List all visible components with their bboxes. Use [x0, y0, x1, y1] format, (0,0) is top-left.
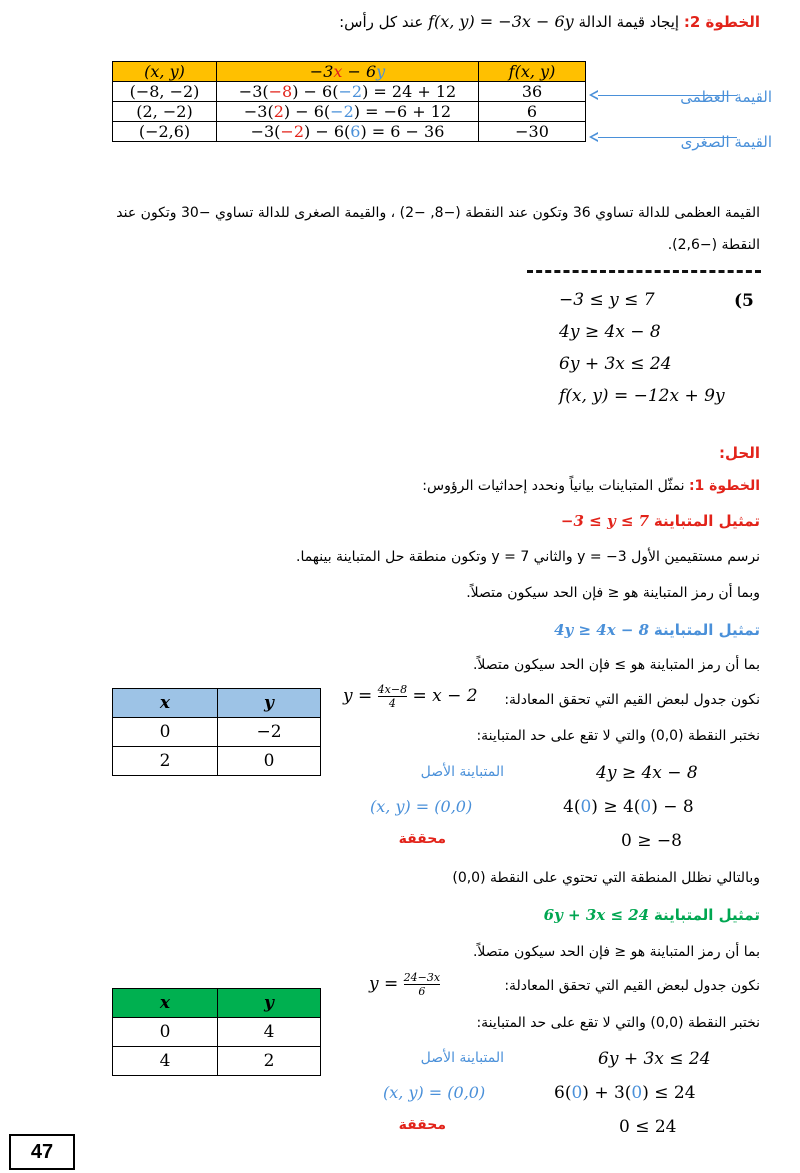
y-value: −2 — [330, 102, 354, 121]
check-part: ) ≥ 4( — [591, 797, 641, 817]
check-value: 0 — [631, 1083, 643, 1103]
section2-value-table — [112, 688, 321, 776]
x-value: 2 — [273, 102, 284, 121]
y-value: 6 — [350, 122, 361, 141]
x-cell: 0 — [113, 1018, 218, 1047]
check-value: 0 — [580, 797, 592, 817]
section3-line-3: نختبر النقطة (0,0) والتي لا تقع على حد المتباينة: — [476, 1015, 760, 1031]
header-x: x — [113, 989, 218, 1018]
header-y: y — [218, 989, 321, 1018]
expr-part: ) − 6( — [283, 102, 331, 121]
x-cell: 4 — [113, 1047, 218, 1076]
expression-cell — [217, 82, 479, 102]
point-cell: (−2,6) — [113, 122, 217, 142]
section2-check-1: 4y ≥ 4x − 8 — [596, 763, 698, 783]
header-point: (x, y) — [113, 62, 217, 82]
section2-label-satisfied: محققة — [398, 831, 446, 847]
expr-part: ) − 6( — [304, 122, 351, 141]
step2-label: الخطوة 2: — [683, 13, 760, 31]
expr-part: ) − 6( — [292, 82, 339, 101]
section3-line-1: بما أن رمز المتباينة هو ≤ فإن الحد سيكون متصلاً. — [472, 944, 760, 960]
check-part: 6( — [554, 1083, 572, 1103]
section3-value-table — [112, 988, 321, 1076]
point-cell: (2, −2) — [113, 102, 217, 122]
section2-label-original: المتباينة الأصل — [420, 764, 504, 780]
result-cell: −30 — [479, 122, 586, 142]
expression-cell — [217, 102, 479, 122]
expr-part: −3( — [238, 82, 269, 101]
expr-part: ) = 24 + 12 — [362, 82, 457, 101]
section3-line-2: نكون جدول لبعض القيم التي تحقق المعادلة: — [504, 978, 760, 994]
check-part: ) ≤ 24 — [642, 1083, 696, 1103]
x-value: −8 — [268, 82, 293, 101]
section1-title-ar: تمثيل المتباينة — [653, 512, 760, 530]
y-cell: 2 — [218, 1047, 321, 1076]
check-part: ) + 3( — [582, 1083, 632, 1103]
section3-label-satisfied: محققة — [398, 1117, 446, 1133]
table-row — [113, 82, 586, 102]
y-cell: 4 — [218, 1018, 321, 1047]
section3-title-math: 6y + 3x ≤ 24 — [543, 906, 650, 924]
section2-title-ar: تمثيل المتباينة — [653, 621, 760, 639]
min-label: القيمة الصغرى — [680, 133, 772, 151]
section2-line-4: وبالتالي نظلل المنطقة التي تحتوي على النقطة (0,0) — [452, 870, 760, 886]
section2-line-3: نختبر النقطة (0,0) والتي لا تقع على حد المتباينة: — [476, 728, 760, 744]
point-cell: (−8, −2) — [113, 82, 217, 102]
section2-check-2 — [563, 797, 694, 817]
summary-line-2: النقطة (−2,6). — [667, 237, 760, 253]
header-y: y — [218, 689, 321, 718]
step2-function: f(x, y) = −3x − 6y — [428, 12, 574, 31]
check-value: 0 — [640, 797, 652, 817]
section3-label-original: المتباينة الأصل — [420, 1050, 504, 1066]
expr-part: ) = −6 + 12 — [353, 102, 452, 121]
constraint-2: 4y ≥ 4x − 8 — [559, 322, 661, 342]
section1-line-2: وبما أن رمز المتباينة هو ≤ فإن الحد سيكون متصلاً. — [466, 585, 760, 601]
step2-tail: عند كل رأس: — [339, 13, 424, 31]
section2-equation: y = $\frac{4x-8}{4}$ = x − 2 — [343, 683, 478, 710]
summary-line-1: القيمة العظمى للدالة تساوي 36 وتكون عند النقطة (−8, −2) ، والقيمة الصغرى للدالة تساوي −30 وتكون عند — [116, 205, 760, 221]
section2-table-header — [113, 689, 321, 718]
section2-title-math: 4y ≥ 4x − 8 — [554, 621, 650, 639]
section3-check-2 — [554, 1083, 696, 1103]
y-value: −2 — [338, 82, 363, 101]
step2-text: إيجاد قيمة الدالة — [578, 13, 680, 31]
section3-check-3: 0 ≤ 24 — [619, 1117, 677, 1137]
table-row — [113, 718, 321, 747]
page-number: 47 — [9, 1134, 75, 1170]
check-part: ) − 8 — [651, 797, 694, 817]
step2-heading — [339, 12, 760, 31]
expression-cell — [217, 122, 479, 142]
section1-title-math: −3 ≤ y ≤ 7 — [560, 512, 650, 530]
section3-title-ar: تمثيل المتباينة — [653, 906, 760, 924]
section3-title — [544, 906, 760, 924]
table-row — [113, 102, 586, 122]
section2-check-3: 0 ≥ −8 — [621, 831, 682, 851]
constraint-3: 6y + 3x ≤ 24 — [559, 354, 672, 374]
check-part: 4( — [563, 797, 581, 817]
section2-line-1: بما أن رمز المتباينة هو ≥ فإن الحد سيكون متصلاً. — [472, 657, 760, 673]
x-cell: 0 — [113, 718, 218, 747]
vertex-table — [112, 61, 586, 142]
step1-text: نمثّل المتباينات بيانياً ونحدد إحداثيات الرؤوس: — [422, 478, 685, 494]
section2-line-2: نكون جدول لبعض القيم التي تحقق المعادلة: — [504, 692, 760, 708]
table-row — [113, 747, 321, 776]
check-value: 0 — [571, 1083, 583, 1103]
expr-part: −3( — [250, 122, 281, 141]
constraint-1: −3 ≤ y ≤ 7 — [559, 290, 655, 310]
section3-table-header — [113, 989, 321, 1018]
section2-title — [554, 621, 760, 639]
problem-number: (5 — [734, 291, 754, 311]
y-cell: 0 — [218, 747, 321, 776]
section3-check-1: 6y + 3x ≤ 24 — [598, 1049, 711, 1069]
objective-function: f(x, y) = −12x + 9y — [559, 386, 725, 406]
separator-dashes — [527, 270, 761, 273]
table-row — [113, 1018, 321, 1047]
expr-part: −3( — [243, 102, 274, 121]
x-cell: 2 — [113, 747, 218, 776]
section3-label-point: (x, y) = (0,0) — [383, 1083, 486, 1102]
table-row — [113, 122, 586, 142]
expr-part: ) = 6 − 36 — [360, 122, 445, 141]
y-cell: −2 — [218, 718, 321, 747]
result-cell: 6 — [479, 102, 586, 122]
header-expression: −3x − 6y — [217, 62, 479, 82]
header-x: x — [113, 689, 218, 718]
table-row — [113, 1047, 321, 1076]
step1-label: الخطوة 1: — [688, 478, 760, 494]
header-fxy: f(x, y) — [479, 62, 586, 82]
section1-title — [561, 512, 760, 530]
result-cell: 36 — [479, 82, 586, 102]
section1-line-1: نرسم مستقيمين الأول y = −3 والثاني y = 7 وتكون منطقة حل المتباينة بينهما. — [296, 549, 760, 565]
section3-equation: y = $\frac{24-3x}{6}$ — [369, 971, 441, 998]
x-value: −2 — [280, 122, 305, 141]
solution-heading: الحل: — [719, 444, 760, 462]
max-label: القيمة العظمى — [680, 88, 772, 106]
section2-label-point: (x, y) = (0,0) — [370, 797, 473, 816]
step1-heading — [422, 478, 760, 494]
vertex-table-header — [113, 62, 586, 82]
